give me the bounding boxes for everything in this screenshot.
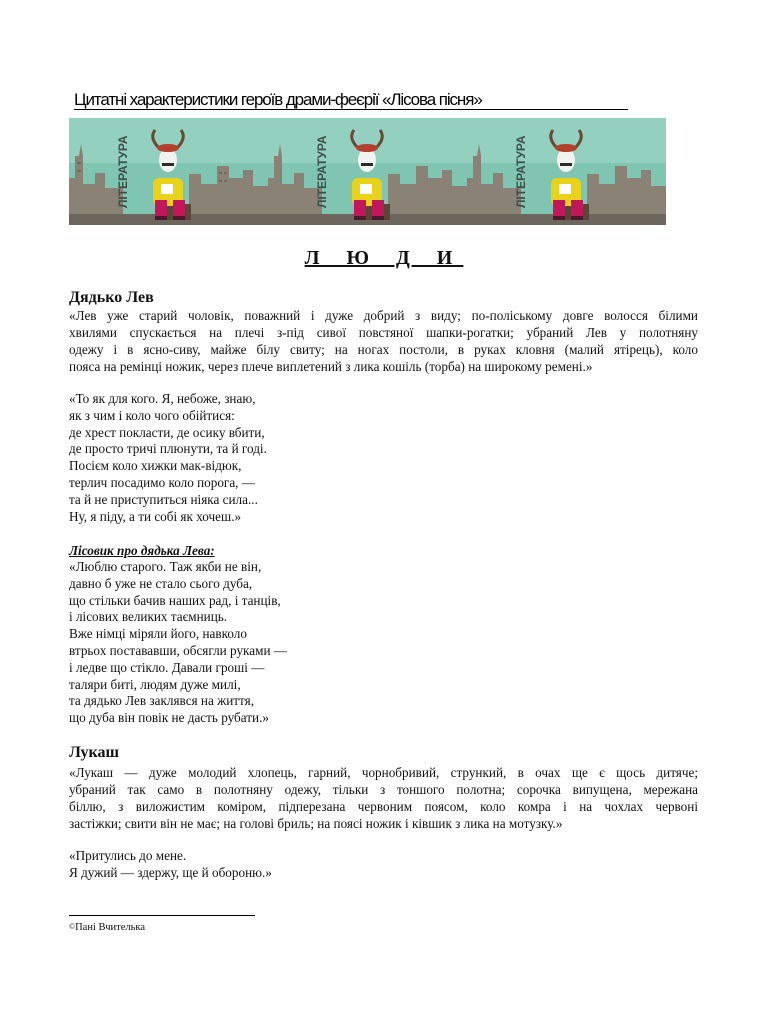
verse-line: давно б уже не стало сього дуба, <box>69 575 253 591</box>
verse-line: що стільки бачив наших рад, і танців, <box>69 592 281 608</box>
description-line: «Лукаш — дуже молодий хлопець, гарний, чорнобривий, стрункий, в очах ще є щось дитяче; <box>69 765 698 780</box>
verse-line: і лісових великих таємниць. <box>69 609 228 625</box>
character-name-lukash: Лукаш <box>69 744 120 761</box>
verse-line: «То як для кого. Я, небоже, знаю, <box>69 391 256 406</box>
verse-line: Вже німці міряли його, навколо <box>69 626 247 642</box>
verse-line: втрьох постававши, обсягли руками — <box>69 642 287 658</box>
description-line: біллю, з виложистим комiром, підперезана червоним поясом, коло комра і на чохлах червоні <box>69 799 698 814</box>
character-description-lukash <box>69 764 698 832</box>
character-name-lev: Дядько Лев <box>69 289 154 306</box>
verse-line: «Люблю старого. Таж якби не він, <box>69 559 262 574</box>
description-line: одежу і в ясно-сиву, майже білу свиту; на ногах постоли, в руках кловня (малий ятірець), коло <box>69 342 698 357</box>
footnote <box>69 922 145 933</box>
verse-line: терлич посадимо коло порога, — <box>69 474 255 490</box>
character-description-lev <box>69 307 698 375</box>
verse-line: «Притулись до мене. <box>69 848 187 863</box>
description-line: «Лев уже старий чоловік, поважний і дуже добрий з виду; по-поліському довге волосся білими <box>69 308 698 323</box>
quote-lev <box>69 391 267 525</box>
banner-image <box>69 118 666 225</box>
verse-line: Посієм коло хижки мак-відюк, <box>69 458 242 474</box>
banner-tile <box>268 118 467 225</box>
verse-line: та дядько Лев заклявся на життя, <box>69 693 255 709</box>
section-heading: Л Ю Д И <box>304 247 464 269</box>
copyright-mark: © <box>69 922 76 931</box>
verse-line: що дуба він повік не дасть рубати.» <box>69 710 269 726</box>
svg-text:ЛІТЕРАТУРА: ЛІТЕРАТУРА <box>514 135 528 208</box>
subheading-lisovyk: Лісовик про дядька Лева: <box>69 543 215 558</box>
description-line: убраний так само в полотняну одежу, тільки з тоншого полотна; сорочка випущена, мережана <box>69 782 698 797</box>
svg-text:ЛІТЕРАТУРА: ЛІТЕРАТУРА <box>315 135 329 208</box>
description-line: застіжки; свити він не має; на голові бриль; на поясі ножик і ківшик з лика на мотузку.» <box>69 816 563 831</box>
description-line: хвилями спускається на плечі з-під сивої повстяної шапки-рогатки; убраний Лев у полотняну <box>69 325 698 340</box>
verse-line: та й не приступиться ніяка сила... <box>69 491 258 507</box>
verse-line: Ну, я піду, а ти собі як хочеш.» <box>69 508 242 524</box>
svg-text:ЛІТЕРАТУРА: ЛІТЕРАТУРА <box>116 135 130 208</box>
description-line: пояса на ремінці ножик, через плече виплетений з лика кошіль (торба) на широкому ремені.» <box>69 359 593 374</box>
quote-lisovyk <box>69 559 287 727</box>
banner-tile <box>69 118 268 225</box>
footnote-text: Пані Вчителька <box>75 922 146 933</box>
verse-line: де просто тричі плюнути, та й годі. <box>69 441 267 457</box>
quote-lukash <box>69 848 272 882</box>
page-title: Цитатні характеристики героїв драми-феєрії «Лісова пісня» <box>74 90 482 109</box>
footnote-rule <box>69 915 255 916</box>
verse-line: і ледве що стікло. Давали гроші — <box>69 659 265 675</box>
verse-line: як з чим і коло чого обійтися: <box>69 407 235 423</box>
verse-line: таляри биті, людям дуже милі, <box>69 676 241 692</box>
verse-line: Я дужий — здержу, ще й обороню.» <box>69 864 272 880</box>
banner-tile <box>467 118 666 225</box>
title-underline <box>74 109 628 110</box>
verse-line: де хрест покласти, де осику вбити, <box>69 424 265 440</box>
